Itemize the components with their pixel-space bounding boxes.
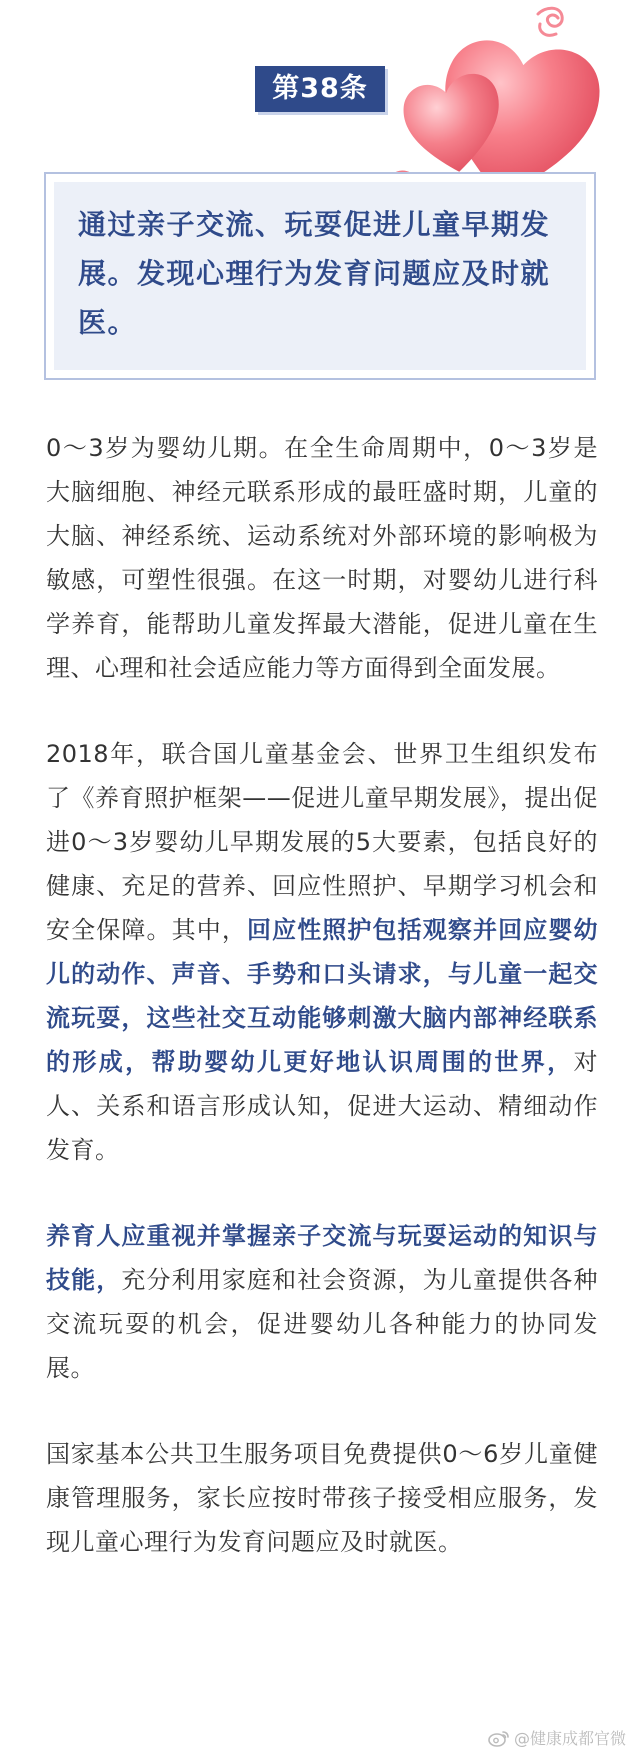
paragraph-3-end: 充分利用家庭和社会资源，为儿童提供各种交流玩耍的机会，促进婴幼儿各种能力的协同发展。 [46,1266,599,1382]
paragraph-1: 0～3岁为婴幼儿期。在全生命周期中，0～3岁是大脑细胞、神经元联系形成的最旺盛时期，儿童的大脑、神经系统、运动系统对外部环境的影响极为敏感，可塑性很强。在这一时期，对婴幼儿进行科学养育，能帮助儿童发挥最大潜能，促进儿童在生理、心理和社会适应能力等方面得到全面发展。 [46,434,598,682]
summary-box [44,172,596,380]
paragraph-3-highlight: 养育人应重视并掌握亲子交流与玩耍运动的知识与技能， [46,1222,598,1294]
paragraph-2 [46,732,598,1172]
summary-inner [54,182,586,370]
article-number-badge: 第38条 [255,66,385,112]
watermark-text: @健康成都官微 [513,1729,626,1748]
summary-text: 通过亲子交流、玩耍促进儿童早期发展。发现心理行为发育问题应及时就医。 [78,208,551,339]
paragraph-4: 国家基本公共卫生服务项目免费提供0～6岁儿童健康管理服务，家长应按时带孩子接受相应服务，发现儿童心理行为发育问题应及时就医。 [46,1440,598,1556]
paragraph-3 [46,1214,598,1390]
paragraph-2-highlight: 回应性照护包括观察并回应婴幼儿的动作、声音、手势和口头请求，与儿童一起交流玩耍，这些社交互动能够刺激大脑内部神经联系的形成，帮助婴幼儿更好地认识周围的世界， [46,916,598,1076]
paragraph-2-start: 2018年，联合国儿童基金会、世界卫生组织发布了《养育照护框架——促进儿童早期发展》，提出促进0～3岁婴幼儿早期发展的5大要素，包括良好的健康、充足的营养、回应性照护、早期学习机会和安全保障。其中， [46,740,598,944]
weibo-icon [488,1729,510,1747]
watermark [488,1726,626,1749]
article-body [46,426,598,1606]
paragraph-2-end: 对人、关系和语言形成认知，促进大运动、精细动作发育。 [46,1048,598,1164]
